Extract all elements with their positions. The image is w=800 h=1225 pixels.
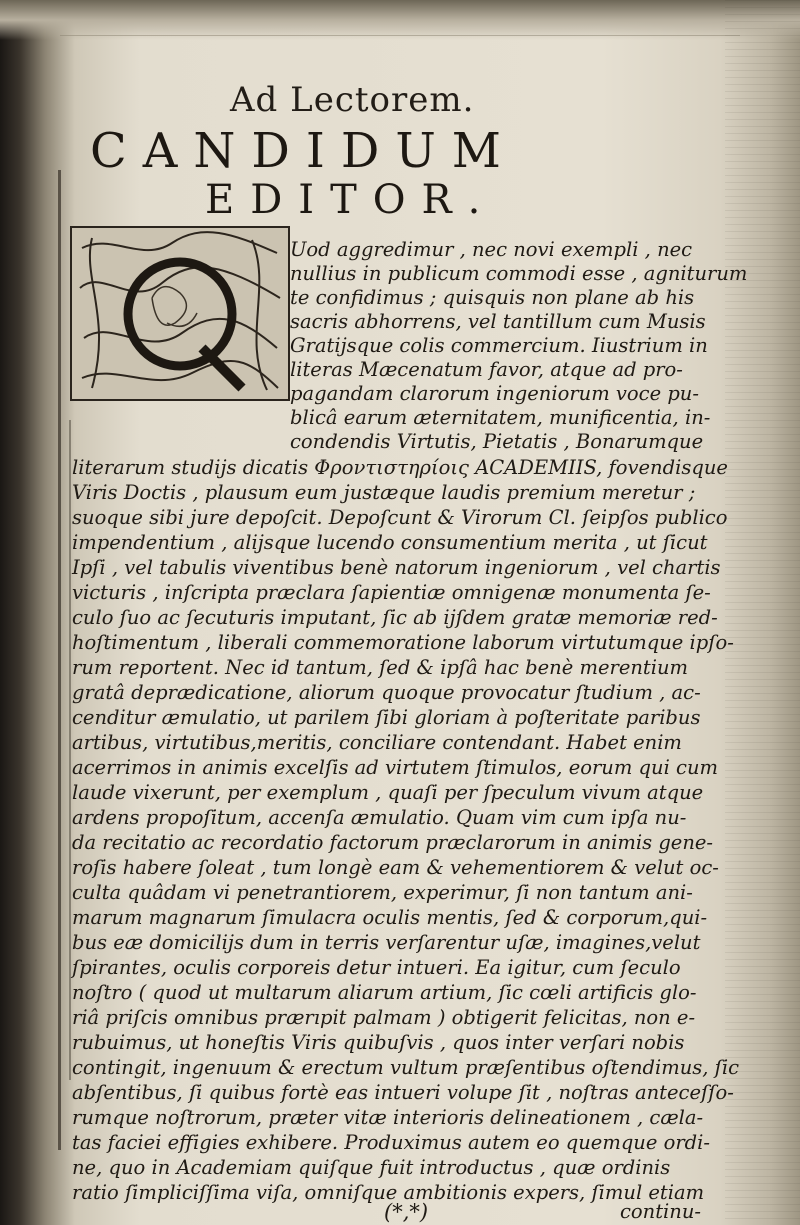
heading-main: CANDIDUM: [90, 123, 517, 179]
text-line: gratâ deprædicatione, aliorum quoque provocatur ſtudium , ac-: [72, 681, 701, 704]
text-line: rubuimus, ut honeſtis Viris quibuſvis , quos inter verſari nobis: [72, 1031, 685, 1054]
text-line: roſis habere ſoleat , tum longè eam & vehementiorem & velut oc-: [72, 856, 719, 879]
text-line: condendis Virtutis, Pietatis , Bonarumque: [290, 430, 704, 453]
text-line: ne, quo in Academiam quiſque fuit introductus , quæ ordinis: [72, 1156, 671, 1179]
text-line: cenditur æmulatio, ut parilem ſibi gloriam à poſteritate paribus: [72, 706, 701, 729]
text-line: laude vixerunt, per exemplum , quaſi per ſpeculum vivum atque: [72, 781, 704, 804]
text-line: te confidimus ; quisquis non plane ab his: [290, 286, 695, 309]
text-line: victuris , inſcripta præclara ſapientiæ omnigenæ monumenta ſe-: [72, 581, 711, 604]
text-line: da recitatio ac recordatio factorum præclarorum in animis gene-: [72, 831, 714, 854]
heading-sub: EDITOR.: [205, 177, 497, 223]
text-line: hoſtimentum , liberali commemoratione laborum virtutumque ipſo-: [72, 631, 734, 654]
text-line: ſpirantes, oculis corporeis detur intueri. Ea igitur, cum ſeculo: [72, 956, 681, 979]
text-line: impendentium , alijsque lucendo consumentium merita , ut ſicut: [72, 531, 708, 554]
text-line: ratio ſimpliciſſima viſa, omniſque ambitionis expers, ſimul etiam: [72, 1181, 705, 1204]
text-line: Gratijsque colis commercium. Iiustrium in: [290, 334, 708, 357]
footnote-mark: (*,*): [384, 1200, 429, 1224]
text-line: suoque sibi jure depoſcit. Depoſcunt & Virorum Cl. ſeipſos publico: [72, 506, 728, 529]
text-line: nullius in publicum commodi esse , agniturum: [290, 262, 748, 285]
text-line: literarum studijs dicatis Φροντιστηρίοις ACADEMIIS, fovendisque: [72, 456, 728, 479]
text-line: Ipſi , vel tabulis viventibus benè natorum ingeniorum , vel chartis: [72, 556, 721, 579]
text-line: Viris Doctis , plausum eum justæque laudis premium meretur ;: [72, 481, 696, 504]
text-line: rumque noſtrorum, præter vitæ interioris delineationem , cæla-: [72, 1106, 704, 1129]
text-line: pagandam clarorum ingeniorum voce pu-: [290, 382, 699, 405]
text-line: bus eæ domicilijs dum in terris verſarentur uſæ, imagines,velut: [72, 931, 701, 954]
text-line: artibus, virtutibus,meritis, conciliare contendant. Habet enim: [72, 731, 682, 754]
text-line: noſtro ( quod ut multarum aliarum artium, ſic cœli artificis glo-: [72, 981, 697, 1004]
text-line: culo ſuo ac ſecuturis imputant, ſic ab ijſdem gratæ memoriæ red-: [72, 606, 718, 629]
text-line: rum reportent. Nec id tantum, ſed & ipſâ hac benè merentium: [72, 656, 689, 679]
text-line: marum magnarum ſimulacra oculis mentis, ſed & corporum,qui-: [72, 906, 708, 929]
text-line: ardens propoſitum, accenſa æmulatio. Quam vim cum ipſa nu-: [72, 806, 687, 829]
text-line: literas Mæcenatum favor, atque ad pro-: [290, 358, 683, 381]
running-title: Ad Lectorem.: [230, 80, 475, 120]
text-line: contingit, ingenuum & erectum vultum præſentibus oſtendimus, ſic: [72, 1056, 740, 1079]
text-line: riâ priſcis omnibus prærıpit palmam ) obtigerit felicitas, non e-: [72, 1006, 696, 1029]
text-line: sacris abhorrens, vel tantillum cum Musis: [290, 310, 706, 333]
text-line: tas faciei effigies exhibere. Produximus autem eo quemque ordi-: [72, 1131, 710, 1154]
text-line: acerrimos in animis excelſis ad virtutem ſtimulos, eorum qui cum: [72, 756, 719, 779]
text-line: blicâ earum æternitatem, munificentia, in-: [290, 406, 711, 429]
text-line: culta quâdam vi penetrantiorem, experimur, ſi non tantum ani-: [72, 881, 693, 904]
text-line: abſentibus, ſi quibus fortè eas intueri volupe ſit , noſtras anteceſſo-: [72, 1081, 734, 1104]
catchword: continu-: [620, 1200, 701, 1223]
text-line: Uod aggredimur , nec novi exempli , nec: [290, 238, 693, 261]
